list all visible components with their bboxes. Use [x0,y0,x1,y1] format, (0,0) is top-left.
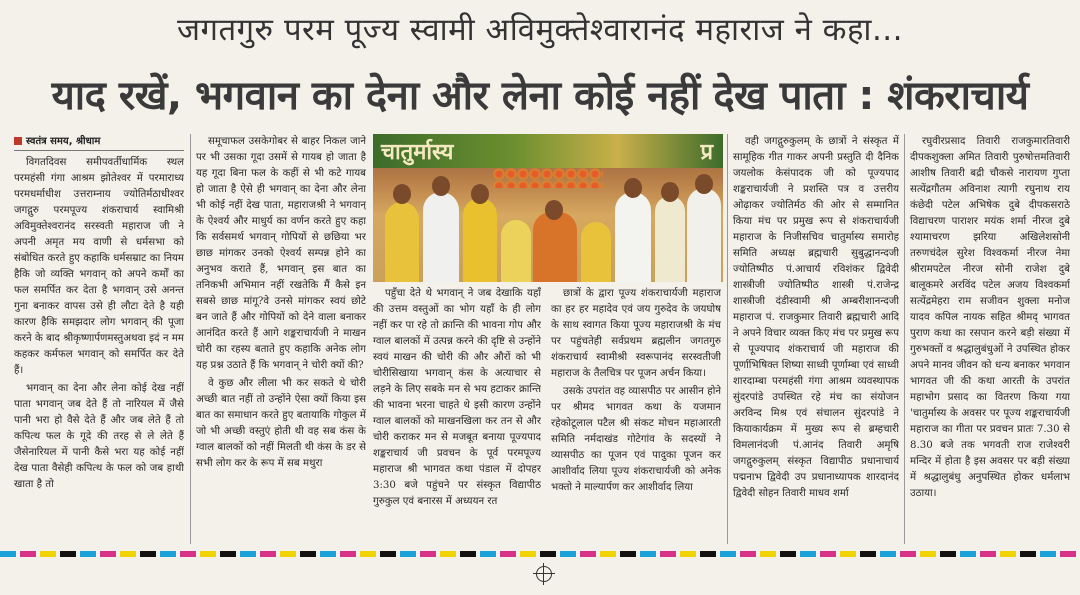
person-head [624,178,642,198]
print-color-bar [0,551,1080,557]
paragraph: उसके उपरांत वह व्यासपीठ पर आसीन होने पर श्रीमद भागवत कथा के यजमान रहेकोटूलाल पटैल श्री संकट मोचन महाआरती समिति नर्मदाखंड गोटेगांव के सदस्यों ने व्यासपीठ का पूजन एवं पादुका पूजन कर आशीर्वाद लिया पूज्य शंकराचार्यजी को अनेक भक्तो ने माल्यार्पण कर आशीर्वाद लिया [551,386,721,493]
person-head [432,176,450,196]
person-head [545,200,563,220]
person-figure [615,192,651,282]
registration-mark [536,566,552,582]
headline: याद रखें, भगवान का देना और लेना कोई नहीं देख पाता : शंकराचार्य [51,73,1029,119]
article-column-6 [910,134,1070,547]
seated-figure [533,212,577,282]
garland-decoration [493,168,603,188]
kicker-line: जगतगुरु परम पूज्य स्वामी अविमुक्तेश्वारानंद महाराज ने कहा... [176,12,904,48]
byline-text: स्वतंत्र समय, श्रीधाम [26,136,101,147]
article-column-3 [373,286,541,547]
article-column-4 [551,286,721,547]
person-figure [501,220,531,282]
column-divider [904,134,905,544]
paragraph: वही जगद्गुरुकुलम् के छात्रों ने संस्कृत में सामूहिक गीत गाकर अपनी प्रस्तुति दी दैनिक जयलोक केसंपादक जी को पूज्यपाद शङ्कराचार्यजी ने प्रशस्ति पत्र व उत्तरीय ओढ़ाकर ज्योतिर्मठ की ओर से सम्मानित किया मंच पर प्रमुख रूप से शंकराचार्यजी महाराज के निजीसचिव चातुर्मास्य समारोह समिति अध्यक्ष ब्रह्मचारी सुबुद्धानन्दजी ज्योतिष्पीठ पं.आचार्य रविशंकर द्विवेदी शास्त्रीजी ज्योतिष्पीठ शास्त्री पं.राजेन्द्र शास्त्रीजी दंडीस्वामी श्री अम्बरीशानन्दजी महाराज पं. राजकुमार तिवारी ब्रह्मचारी आदि ने अपने विचार व्यक्त किए मंच पर प्रमुख रूप से पूज्यपाद शंकराचार्य जी महाराज की पूर्णाभिषिक्त शिष्या साध्वी पूर्णाम्बा एवं साध्वी शारदाम्बा परमहंसी गंगा आश्रम व्यवस्थापक सुंदरपांडे उपस्थित रहे मंच का संयोजन अरविन्द मिश्र एवं संचालन सुंदरपांडे ने कियाकार्यक्रम में मुख्य रूप से ब्रम्हचारी विमलानंदजी पं.आनंद तिवारी अमृषि जगद्गुरुकुलम् संस्कृत विद्यापीठ प्रधानाचार्य पद्मनाभ द्विवेदी उप प्रधानाध्यापक शारदानंद द्विवेदी सोहन तिवारी माधव शर्मा [733,136,899,499]
person-figure [581,222,611,282]
paragraph: छात्रों के द्वारा पूज्य शंकराचार्यजी महाराज का हर हर महादेव एवं जय गुरुदेव के जयघोष के साथ स्वागत किया पूज्य महाराजश्री के मंच पर पहुंचतेही सर्वप्रथम ब्रह्मलीन जगतगुरु शंकराचार्य स्वामीश्री स्वरूपानंद सरस्वतीजी महाराज के तैलचित्र पर पूजन अर्चन किया। [551,288,721,379]
paragraph: रघुवीरप्रसाद तिवारी राजकुमारतिवारी दीपकशुक्ला अमित तिवारी पुरुषोत्तमतिवारी आशीष तिवारी बद्री चौकसे नारायण गुप्ता सत्येंद्रगौतम अविनाश त्यागी रघुनाथ राय कंछेदी पटेल अभिषेक दुबे दीपकसराठे विद्याचरण पाराशर मयंक शर्मा नीरज दुबे श्यामाचरण झरिया अखिलेशसोनी तरुणचंदेल सुरेश विश्वकर्मा नीरज नेमा श्रीरामपटेल नीरज सोनी राजेश दुबे बालूकमरे अरविंद पटेल अजय विश्वकर्मा सत्येंद्रमेहरा राम सजीवन शुक्ला मनोज यादव कपिल नायक सहित श्रीमद् भागवत पुराण कथा का रसपान करने बड़ी संख्या में गुरुभक्तों व श्रद्धालुबंधुओं ने उपस्थित होकर अपने मानव जीवन को धन्य बनाकर भगवान भागवत जी की कथा आरती के उपरांत महाभोग प्रसाद का वितरण किया गया 'चातुर्मास्य के अवसर पर पूज्य शङ्कराचार्यजी महाराज का गीता पर प्रवचन प्रातः 7.30 से 8.30 बजे तक भगवती राज राजेश्वरी मन्दिर में होता है इस अवसर पर बड़ी संख्या में श्रद्धालुबंधु अनुपस्थित होकर धर्मलाभ उठाया। [910,136,1070,499]
paragraph: समूचाफल उसकेगोबर से बाहर निकल जाने पर भी उसका गूदा उसमें से गायब हो जाता है यह गूदा बिना फल के कहीं से भी कटे गायब हो जाता है ऐसे ही भगवान् का देना और लेना भी कोई नहीं देख पाता, महाराजश्री ने भगवान् के ऐश्वर्य और माधुर्य का वर्णन करते हुए कहा कि सर्वसमर्थ भगवान् गोपियों से छछिया भर छाछ मांगकर उनको ऐश्वर्य सम्पन्न होने का अनुभव कराते हैं, भगवान् इस बात का तनिकभी अभिमान नहीं रखतेकि मैं कैसे इन सबसे छाछ मांगू?वे उनसे मांगकर स्वयं छोटे बन जाते हैं और गोपियों को देने वाला बनाकर आनंदित करते हैं आगे शङ्कराचार्यजी ने माखन चोरी का रहस्य बताते हुए कहाकि अनेक लोग यह प्रश्न उठाते हैं कि भगवान् ने चोरी क्यों की? [196,136,366,371]
paragraph: विगतदिवस समीपवर्तीधार्मिक स्थल परमहंसी गंगा आश्रम झोतेश्वर में परमाराध्य परमधर्माधीश उत्तराम्नाय ज्योतिर्मठाधीश्वर जगद्गुरु परमपूज्य शंकराचार्य स्वामिश्री अविमुक्तेश्वरानंद सरस्वती महाराज जी ने अपनी अमृत मय वाणी से धर्मसभा को संबोधित करते हुए कहाकि धर्मसम्राट का नियम हैकि जो व्यक्ति भगवान् को अपने कर्मों का फल समर्पित कर देता है भगवान् उसे अनन्त गुना बनाकर वापस उसे ही लौटा देते है यही कारण हैकि समझदार लोग भगवान् की पूजा करने के बाद श्रीकृष्णार्पणमस्तुअथवा इदं न मम कहकर कर्मफल भगवान् को समर्पित कर देते हैं। [14,157,184,376]
person-head [695,174,713,194]
photo-banner-text: चातुर्मास्य [381,140,454,165]
photo-banner-text-right: प्र [700,140,713,165]
byline-rule [14,150,184,151]
event-photo [373,134,723,282]
person-head [471,184,489,204]
person-head [661,182,679,202]
article-column-1 [14,155,184,547]
person-figure [385,202,419,282]
paragraph: पहुँचा देते थे भगवान् ने जब देखाकि यहाँ की उत्तम वस्तुओं का भोग यहाँ के ही लोग नहीं कर पा रहे तो क्रान्ति की भावना गोप और ग्वाल बालकों में उत्पन्न करने की दृष्टि से उन्होंने स्वयं माखन की चोरी की और औरों को भी चोरीसिखाया भगवान् कंस के अत्याचार से लड़ने के लिए सबके मन से भय हटाकर क्रान्ति की भावना भरना चाहते थे इसी कारण उन्होंने ग्वाल बालकों को माखनखिला कर तन से और चोरी कराकर मन से मजबूत बनाया पूज्यपाद शङ्कराचार्य जी प्रवचन के पूर्व परमपूज्य महाराज श्री भागवत कथा पंडाल में दोपहर 3:30 बजे पहुंचने पर संस्कृत विद्यापीठ गुरुकुल एवं बनारस में अध्ययन रत [373,288,541,507]
person-figure [423,192,459,282]
person-figure [655,196,685,282]
paragraph: भगवान् का देना और लेना कोई देख नहीं पाता भगवान् जब देते हैं तो नारियल में जैसे पानी भरा हो वैसे देते हैं और जब लेते हैं तो कपित्थ फल के गूदे की तरह से ले लेते हैं जैसेनारियल में पानी कैसे भरा यह कोई नहीं देख पाता वैसेही कपित्थ के फल को जब हाथी खाता है तो [14,383,184,490]
person-figure [687,188,721,282]
column-divider [190,134,191,544]
byline-marker [14,137,22,145]
paragraph: वे कुछ और लीला भी कर सकते थे चोरी अच्छी बात नहीं तो उन्होंने ऐसा क्यों किया इस बात का समाधान करते हुए बतायाकि गोकुल में जो भी अच्छी वस्तुएं होती थी वह सब कंस के ग्वाल बालकों को नहीं मिलती थी कंस के डर से सभी लोग कर के रूप में सब मथुरा [196,378,366,469]
byline [14,133,184,147]
person-figure [463,198,497,282]
article-column-5 [733,134,899,547]
column-divider [727,134,728,544]
person-head [393,184,411,204]
article-column-2 [196,134,366,547]
